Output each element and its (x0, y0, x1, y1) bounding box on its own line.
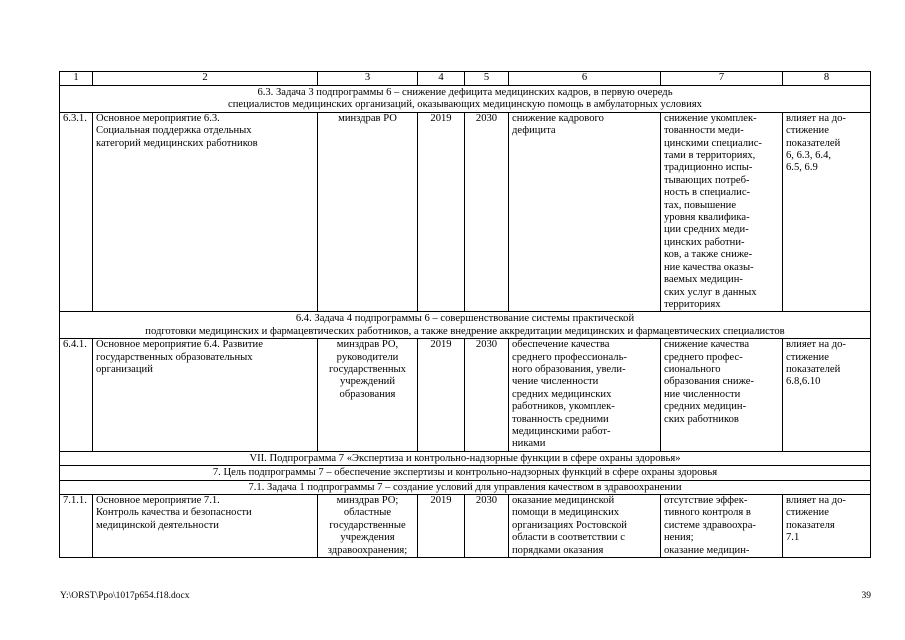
non-implementation-consequence-line: средних медицин- (664, 401, 747, 413)
expected-result-line: снижение кадрового (512, 112, 604, 124)
measure-number (60, 339, 93, 452)
indicator-link (783, 339, 871, 452)
column-number: 5 (465, 72, 509, 86)
expected-result-line: медицинскими работ- (512, 425, 611, 437)
measure-name-line: Основное мероприятие 7.1. (96, 495, 220, 506)
expected-result-line: организациях Ростовской (512, 519, 627, 531)
expected-result-line: среднего профессиональ- (512, 351, 627, 363)
expected-result-line: ного образования, увели- (512, 363, 626, 375)
expected-result-line: никами (512, 438, 546, 450)
measure-row (60, 112, 871, 312)
measure-number-line: 6.4.1. (63, 339, 87, 351)
indicator-link-line: 7.1 (786, 532, 800, 544)
non-implementation-consequence-line: ваемых медицин- (664, 274, 743, 286)
non-implementation-consequence (661, 339, 783, 452)
non-implementation-consequence (661, 495, 783, 558)
column-number: 6 (509, 72, 661, 86)
measure-number-line: 7.1.1. (63, 495, 87, 506)
measure-end-year (465, 339, 509, 452)
measure-number (60, 495, 93, 558)
indicator-link-line: влияет на до- (786, 112, 846, 124)
measure-name-line: Социальная поддержка отдельных (96, 125, 252, 137)
measure-executor-line: здравоохранения; (327, 544, 408, 556)
section-heading-row (60, 86, 871, 113)
measure-executor (318, 495, 418, 558)
expected-result-line: помощи в медицинских (512, 507, 620, 519)
measures-table (59, 71, 871, 558)
measure-end-year (465, 495, 509, 558)
section-heading-line: 7.1. Задача 1 подпрограммы 7 – создание условий для управления качеством в здравоохранении (248, 481, 682, 493)
non-implementation-consequence-line: тывающих потреб- (664, 174, 750, 186)
section-heading-row (60, 466, 871, 480)
non-implementation-consequence (661, 112, 783, 312)
non-implementation-consequence-line: ние численности (664, 388, 741, 400)
measure-executor-line: минздрав РО, (336, 339, 399, 351)
measure-executor-line: государственных (329, 363, 406, 375)
indicator-link-line: 6.8,6.10 (786, 376, 821, 388)
measure-row (60, 495, 871, 558)
non-implementation-consequence-line: ние качества оказы- (664, 261, 754, 273)
measure-end-year (465, 112, 509, 312)
measure-name (93, 495, 318, 558)
section-heading-row (60, 451, 871, 465)
non-implementation-consequence-line: снижение укомплек- (664, 112, 757, 124)
non-implementation-consequence-line: уровня квалифика- (664, 212, 750, 224)
expected-result-line: области в соответствии с (512, 532, 625, 544)
footer-page-number: 39 (861, 591, 871, 601)
measure-name (93, 339, 318, 452)
measure-start-year (418, 112, 465, 312)
measure-executor-line: областные (343, 507, 392, 519)
section-heading-line: VII. Подпрограмма 7 «Экспертиза и контрольно-надзорные функции в сфере охраны здоровья» (249, 452, 681, 464)
measure-name-line: Контроль качества и безопасности (96, 507, 252, 519)
column-number: 8 (783, 72, 871, 86)
indicator-link (783, 112, 871, 312)
section-heading (60, 466, 871, 480)
expected-result (509, 112, 661, 312)
non-implementation-consequence-line: цинских работни- (664, 236, 745, 248)
non-implementation-consequence-line: ских работников (664, 413, 739, 425)
measure-start-year-line: 2019 (430, 339, 452, 351)
non-implementation-consequence-line: тивного контроля в (664, 507, 751, 519)
expected-result-line: работников, укомплек- (512, 401, 615, 413)
expected-result-line: дефицита (512, 125, 556, 137)
non-implementation-consequence-line: отсутствие эффек- (664, 495, 748, 506)
non-implementation-consequence-line: ских услуг в данных (664, 286, 757, 298)
section-heading-line: 7. Цель подпрограммы 7 – обеспечение экспертизы и контрольно-надзорных функций в сфере охраны здоровья (212, 467, 718, 479)
expected-result-line: обеспечение качества (512, 339, 610, 351)
footer-file-path: Y:\ORST\Ppo\1017p654.f18.docx (60, 591, 190, 601)
measure-start-year (418, 495, 465, 558)
expected-result-line: порядками оказания (512, 544, 604, 556)
non-implementation-consequence-line: традиционно испы- (664, 162, 753, 174)
non-implementation-consequence-line: нения; (664, 532, 694, 544)
column-number: 2 (93, 72, 318, 86)
non-implementation-consequence-line: сионального (664, 363, 721, 375)
column-number: 7 (661, 72, 783, 86)
non-implementation-consequence-line: образования сниже- (664, 376, 754, 388)
measure-name-line: Основное мероприятие 6.4. Развитие (96, 339, 263, 351)
non-implementation-consequence-line: тах, повышение (664, 199, 737, 211)
indicator-link-line: стижение (786, 507, 829, 519)
non-implementation-consequence-line: территориях (664, 298, 721, 310)
expected-result-line: средних медицинских (512, 388, 612, 400)
measure-end-year-line: 2030 (475, 495, 498, 506)
indicator-link-line: влияет на до- (786, 339, 846, 351)
measure-row (60, 339, 871, 452)
measure-start-year (418, 339, 465, 452)
section-heading-row (60, 480, 871, 494)
non-implementation-consequence-line: снижение качества (664, 339, 750, 351)
indicator-link-line: стижение (786, 351, 829, 363)
column-number: 3 (318, 72, 418, 86)
indicator-link-line: стижение (786, 125, 829, 137)
indicator-link-line: показателей (786, 137, 841, 149)
non-implementation-consequence-line: тами в территориях, (664, 150, 756, 162)
non-implementation-consequence-line: ции средних меди- (664, 224, 749, 236)
measure-executor-line: руководители (336, 351, 399, 363)
measure-executor-line: учреждений (339, 376, 396, 388)
non-implementation-consequence-line: ков, а также сниже- (664, 249, 753, 261)
measure-end-year-line: 2030 (475, 112, 498, 124)
measure-number-line: 6.3.1. (63, 112, 87, 124)
measure-name-line: государственных образовательных (96, 351, 253, 363)
measure-end-year-line: 2030 (475, 339, 498, 351)
section-heading-row (60, 312, 871, 339)
measure-executor (318, 339, 418, 452)
indicator-link (783, 495, 871, 558)
measure-name-line: медицинской деятельности (96, 519, 219, 531)
measure-executor (318, 112, 418, 312)
measure-executor-line: государственные (329, 519, 406, 531)
non-implementation-consequence-line: цинскими специалис- (664, 137, 762, 149)
expected-result-line: тованность средними (512, 413, 609, 425)
non-implementation-consequence-line: оказание медицин- (664, 544, 750, 556)
measure-executor-line: минздрав РО; (336, 495, 399, 506)
section-heading (60, 480, 871, 494)
indicator-link-line: показателя (786, 519, 835, 531)
measure-executor-line: образования (339, 388, 396, 400)
expected-result (509, 339, 661, 452)
section-heading-line: 6.4. Задача 4 подпрограммы 6 – совершенствование системы практической (295, 313, 635, 325)
measure-executor-line: учреждения (340, 532, 395, 544)
measure-name-line: Основное мероприятие 6.3. (96, 112, 220, 124)
measure-name (93, 112, 318, 312)
measure-name-line: категорий медицинских работников (96, 137, 258, 149)
column-number-row (60, 72, 871, 86)
non-implementation-consequence-line: ность в специалис- (664, 187, 751, 199)
section-heading-line: специалистов медицинских организаций, оказывающих медицинскую помощь в амбулаторных условиях (228, 99, 702, 111)
expected-result-line: оказание медицинской (512, 495, 615, 506)
section-heading-line: 6.3. Задача 3 подпрограммы 6 – снижение дефицита медицинских кадров, в первую очередь (257, 87, 673, 98)
section-heading (60, 86, 871, 113)
indicator-link-line: 6.5, 6.9 (786, 162, 818, 174)
section-heading-line: подготовки медицинских и фармацевтических работников, а также внедрение аккредитации медицинских и фармацевтических специалистов (145, 325, 785, 337)
expected-result (509, 495, 661, 558)
measure-start-year-line: 2019 (430, 112, 452, 124)
measure-number (60, 112, 93, 312)
indicator-link-line: 6, 6.3, 6.4, (786, 150, 832, 162)
section-heading (60, 451, 871, 465)
section-heading (60, 312, 871, 339)
column-number: 1 (60, 72, 93, 86)
indicator-link-line: показателей (786, 363, 841, 375)
non-implementation-consequence-line: среднего профес- (664, 351, 743, 363)
column-number: 4 (418, 72, 465, 86)
non-implementation-consequence-line: системе здравоохра- (664, 519, 756, 531)
non-implementation-consequence-line: тованности меди- (664, 125, 744, 137)
measure-start-year-line: 2019 (430, 495, 452, 506)
measure-executor-line: минздрав РО (338, 112, 397, 124)
indicator-link-line: влияет на до- (786, 495, 846, 506)
expected-result-line: чение численности (512, 376, 599, 388)
measure-name-line: организаций (96, 363, 153, 375)
